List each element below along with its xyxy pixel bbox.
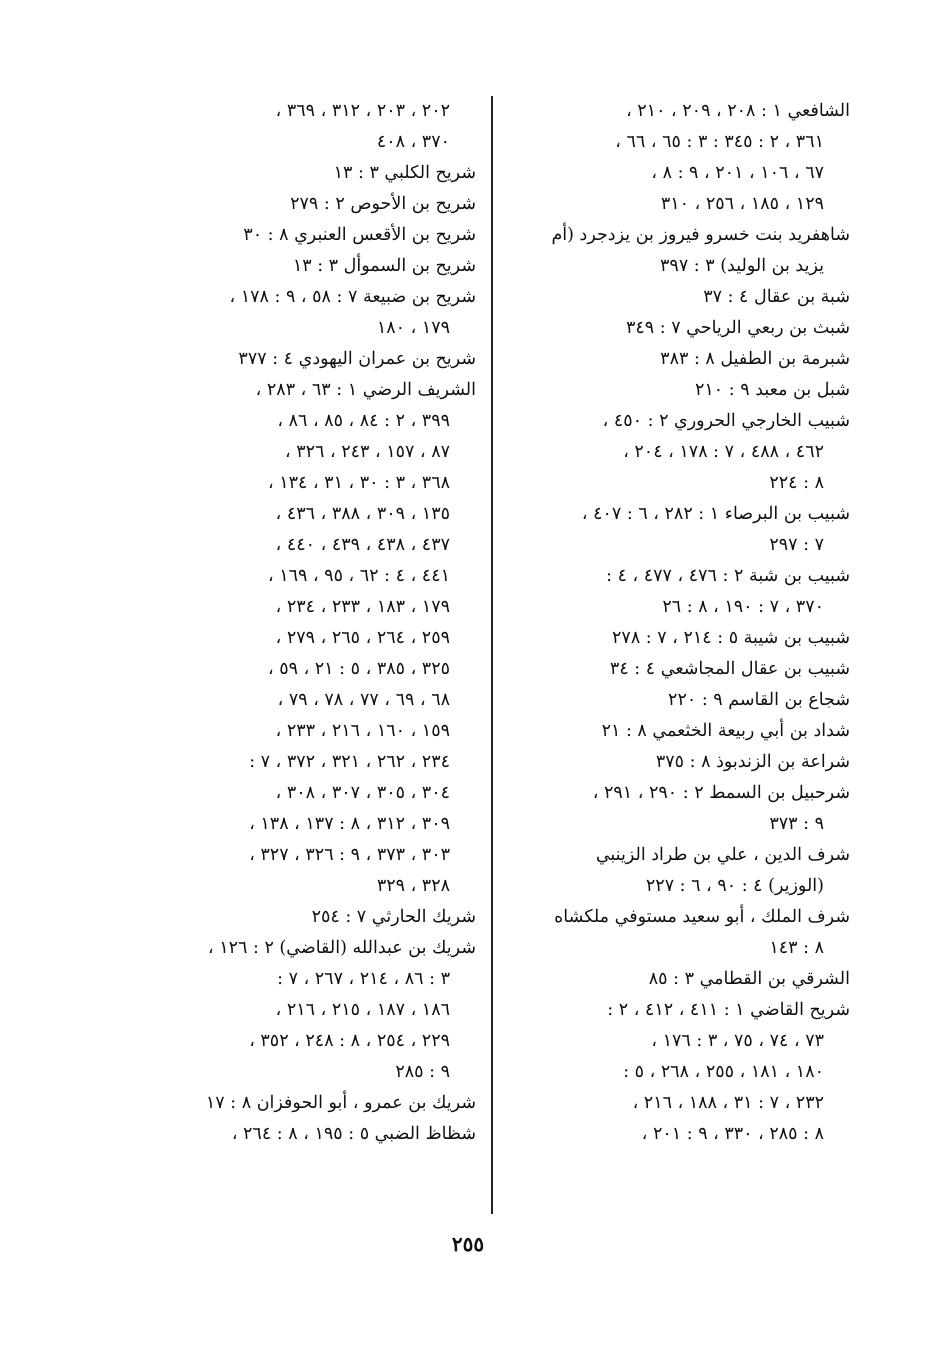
index-entry-continuation: ٢٣٢ ، ٧ : ٣١ ، ١٨٨ ، ٢١٦ ،	[632, 1093, 824, 1113]
index-entry-continuation: (الوزير) ٤ : ٩٠ ، ٦ : ٢٢٧	[645, 876, 824, 896]
index-entry: شبيب بن البرصاء ١ : ٢٨٢ ، ٦ : ٤٠٧ ،	[581, 504, 850, 524]
index-entry-continuation: ٧ : ٢٩٧	[769, 535, 824, 555]
index-entry: شاهفريد بنت خسرو فيروز بن يزدجرد (أم	[551, 225, 850, 245]
index-entry: شداد بن أبي ربيعة الخثعمي ٨ : ٢١	[601, 721, 850, 741]
index-entry-continuation: ٣٧٠ ، ٧ : ١٩٠ ، ٨ : ٢٦	[662, 597, 824, 617]
index-entry-continuation: ٣ : ٨٦ ، ٢١٤ ، ٢٦٧ ، ٧ :	[277, 969, 450, 989]
index-entry: الشريف الرضي ١ : ٦٣ ، ٢٨٣ ،	[255, 380, 476, 400]
index-entry-continuation: ٤٤١ ، ٤ : ٦٢ ، ٩٥ ، ١٦٩ ،	[267, 566, 450, 586]
index-entry: شبيب الخارجي الحروري ٢ : ٤٥٠ ،	[602, 411, 850, 431]
index-entry: شريك الحارثي ٧ : ٢٥٤	[311, 907, 476, 927]
index-entry: شرف الملك ، أبو سعيد مستوفي ملكشاه	[554, 907, 850, 927]
index-entry-continuation: ٣٧٠ ، ٤٠٨	[376, 132, 450, 152]
index-entry-continuation: ٢٢٩ ، ٢٥٤ ، ٨ : ٢٤٨ ، ٣٥٢ ،	[249, 1031, 450, 1051]
index-entry: شريح بن ضبيعة ٧ : ٥٨ ، ٩ : ١٧٨ ،	[229, 287, 476, 307]
index-entry: شريح القاضي ١ : ٤١١ ، ٤١٢ ، ٢ :	[607, 1000, 850, 1020]
column-divider	[491, 96, 493, 1214]
index-entry-continuation: ١٨٠ ، ١٨١ ، ٢٥٥ ، ٢٦٨ ، ٥ :	[623, 1062, 824, 1082]
index-entry-continuation: ٨ : ٢٢٤	[769, 473, 824, 493]
index-entry: شريح بن الأقعس العنبري ٨ : ٣٠	[243, 225, 476, 245]
index-entry-continuation: ٧٣ ، ٧٤ ، ٧٥ ، ٣ : ١٧٦ ،	[651, 1031, 824, 1051]
page-number: ٢٥٥	[451, 1232, 485, 1256]
index-entry: شبيب بن شيبة ٥ : ٢١٤ ، ٧ : ٢٧٨	[612, 628, 850, 648]
index-entry-continuation: ٤٦٢ ، ٤٨٨ ، ٧ : ١٧٨ ، ٢٠٤ ،	[623, 442, 824, 462]
index-entry-continuation: ٣٦١ ، ٢ : ٣٤٥ : ٣ : ٦٥ ، ٦٦ ،	[615, 132, 824, 152]
index-entry-continuation: ١٨٦ ، ١٨٧ ، ٢١٥ ، ٢١٦ ،	[275, 1000, 450, 1020]
index-entry-continuation: ٨ : ٢٨٥ ، ٣٣٠ ، ٩ : ٢٠١ ،	[641, 1124, 824, 1144]
index-entry-continuation: ٣٦٨ ، ٣ : ٣٠ ، ٣١ ، ١٣٤ ،	[267, 473, 450, 493]
index-entry-continuation: ٢٣٤ ، ٢٦٢ ، ٣٢١ ، ٣٧٢ ، ٧ :	[249, 752, 450, 772]
index-entry: شبيب بن شبة ٢ : ٤٧٦ ، ٤٧٧ ، ٤ :	[606, 566, 850, 586]
index-entry-continuation: ١٧٩ ، ١٨٠	[376, 318, 450, 338]
index-entry: شرف الدين ، علي بن طراد الزينبي	[595, 845, 850, 865]
index-entry-continuation: ٨٧ ، ١٥٧ ، ٢٤٣ ، ٣٢٦ ،	[285, 442, 450, 462]
index-entry-continuation: ١٧٩ ، ١٨٣ ، ٢٣٣ ، ٢٣٤ ،	[275, 597, 450, 617]
index-entry-continuation: ٦٨ ، ٦٩ ، ٧٧ ، ٧٨ ، ٧٩ ،	[277, 690, 450, 710]
index-entry-continuation: ٨ : ١٤٣	[769, 938, 824, 958]
index-entry: شبرمة بن الطفيل ٨ : ٣٨٣	[660, 349, 850, 369]
index-entry: شريح بن عمران اليهودي ٤ : ٣٧٧	[238, 349, 476, 369]
index-entry-continuation: ٣٩٩ ، ٢ : ٨٤ ، ٨٥ ، ٨٦ ،	[277, 411, 450, 431]
index-entry-continuation: ١٣٥ ، ٣٠٩ ، ٣٨٨ ، ٤٣٦ ،	[275, 504, 450, 524]
index-entry-continuation: ٣٠٤ ، ٣٠٥ ، ٣٠٧ ، ٣٠٨ ،	[275, 783, 450, 803]
index-entry-continuation: ٦٧ ، ١٠٦ ، ٢٠١ ، ٩ : ٨ ،	[651, 163, 824, 183]
left-column	[140, 96, 476, 1150]
right-column	[512, 96, 850, 1150]
index-entry-continuation: ٣٠٣ ، ٣٧٣ ، ٩ : ٣٢٦ ، ٣٢٧ ،	[249, 845, 450, 865]
index-entry: شبل بن معبد ٩ : ٢١٠	[694, 380, 850, 400]
index-entry-continuation: ٣٢٥ ، ٣٨٥ ، ٥ : ٢١ ، ٥٩ ،	[267, 659, 450, 679]
index-entry-continuation: ٢٥٩ ، ٢٦٤ ، ٢٦٥ ، ٢٧٩ ،	[275, 628, 450, 648]
index-entry: شريك بن عمرو ، أبو الحوفزان ٨ : ١٧	[205, 1093, 476, 1113]
index-entry-continuation: ٢٠٢ ، ٢٠٣ ، ٣١٢ ، ٣٦٩ ،	[275, 101, 450, 121]
index-entry-continuation: ٩ : ٣٧٣	[769, 814, 824, 834]
index-entry-continuation: يزيد بن الوليد) ٣ : ٣٩٧	[660, 256, 824, 276]
index-entry: شبيب بن عقال المجاشعي ٤ : ٣٤	[609, 659, 850, 679]
index-entry: شجاع بن القاسم ٩ : ٢٢٠	[668, 690, 850, 710]
index-entry-continuation: ١٢٩ ، ١٨٥ ، ٢٥٦ ، ٣١٠	[660, 194, 824, 214]
index-entry: شظاظ الضبي ٥ : ١٩٥ ، ٨ : ٢٦٤ ،	[231, 1124, 476, 1144]
index-entry-continuation: ٣٠٩ ، ٣١٢ ، ٨ : ١٣٧ ، ١٣٨ ،	[249, 814, 450, 834]
index-entry-continuation: ٣٢٨ ، ٣٢٩	[376, 876, 450, 896]
index-entry: شراعة بن الزندبوذ ٨ : ٣٧٥	[655, 752, 850, 772]
index-entry-continuation: ٩ : ٢٨٥	[395, 1062, 450, 1082]
index-entry: الشرقي بن القطامي ٣ : ٨٥	[648, 969, 850, 989]
index-entry: شريك بن عبدالله (القاضي) ٢ : ١٢٦ ،	[208, 938, 476, 958]
index-entry: شريح الكلبي ٣ : ١٣	[333, 163, 476, 183]
index-entry: شريح بن الأحوص ٢ : ٢٧٩	[290, 194, 476, 214]
index-entry: شبة بن عقال ٤ : ٣٧	[703, 287, 850, 307]
index-entry: الشافعي ١ : ٢٠٨ ، ٢٠٩ ، ٢١٠ ،	[626, 101, 850, 121]
index-entry-continuation: ١٥٩ ، ١٦٠ ، ٢١٦ ، ٢٣٣ ،	[275, 721, 450, 741]
index-entry: شريح بن السموأل ٣ : ١٣	[292, 256, 476, 276]
index-entry: شرحبيل بن السمط ٢ : ٢٩٠ ، ٢٩١ ،	[592, 783, 850, 803]
index-entry-continuation: ٤٣٧ ، ٤٣٨ ، ٤٣٩ ، ٤٤٠ ،	[275, 535, 450, 555]
index-entry: شبث بن ربعي الرياحي ٧ : ٣٤٩	[625, 318, 850, 338]
